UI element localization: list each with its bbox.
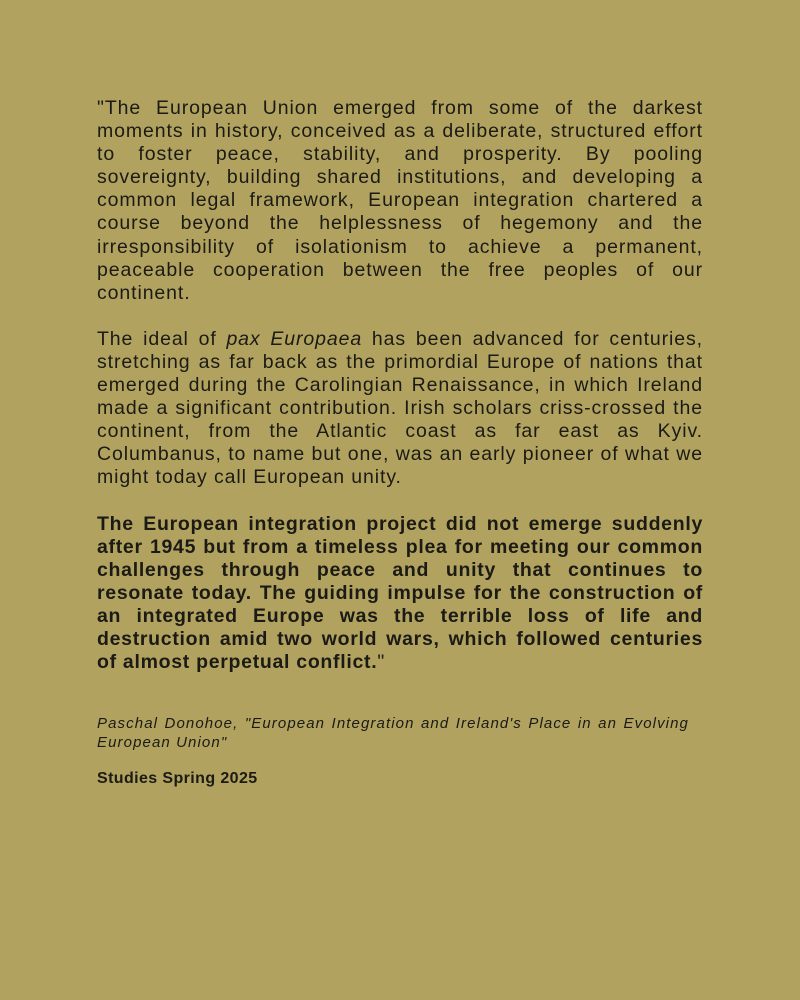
quote-paragraph-2 xyxy=(97,328,703,490)
quote-paragraph-3 xyxy=(97,513,703,675)
source: Studies Spring 2025 xyxy=(97,770,258,788)
attribution: Paschal Donohoe, "European Integration and Ireland's Place in an Evolving European Union" xyxy=(97,715,689,752)
closing-quote-mark: " xyxy=(377,651,385,674)
quote-block xyxy=(97,97,703,788)
paragraph-2-text-start: The ideal of xyxy=(97,327,227,350)
pax-europaea-italic: pax Europaea xyxy=(226,327,363,350)
quote-paragraph-1: "The European Union emerged from some of the darkest moments in history, conceived as a deliberate, structured effort to foster peace, stability, and prosperity. By pooling sovereignty, building shared institutions, and developing a common legal framework, European integration chartered a course beyond the helplessness of hegemony and the irresponsibility of isolationism to achieve a permanent, peaceable cooperation between the free peoples of our continent. xyxy=(97,97,703,304)
paragraph-3-text: The European integration project did not emerge suddenly after 1945 but from a timeless plea for meeting our common challenges through peace and unity that continues to resonate today. The guiding impulse for the construction of an integrated Europe was the terrible loss of life and destruction amid two world wars, which followed centuries of almost perpetual conflict. xyxy=(97,512,703,674)
paragraph-2-text-end: has been advanced for centuries, stretching as far back as the primordial Europe of nations that emerged during the Carolingian Renaissance, in which Ireland made a significant contribution. Irish scholars criss-crossed the continent, from the Atlantic coast as far east as Kyiv. Columbanus, to name but one, was an early pioneer of what we might today call European unity. xyxy=(97,327,703,489)
